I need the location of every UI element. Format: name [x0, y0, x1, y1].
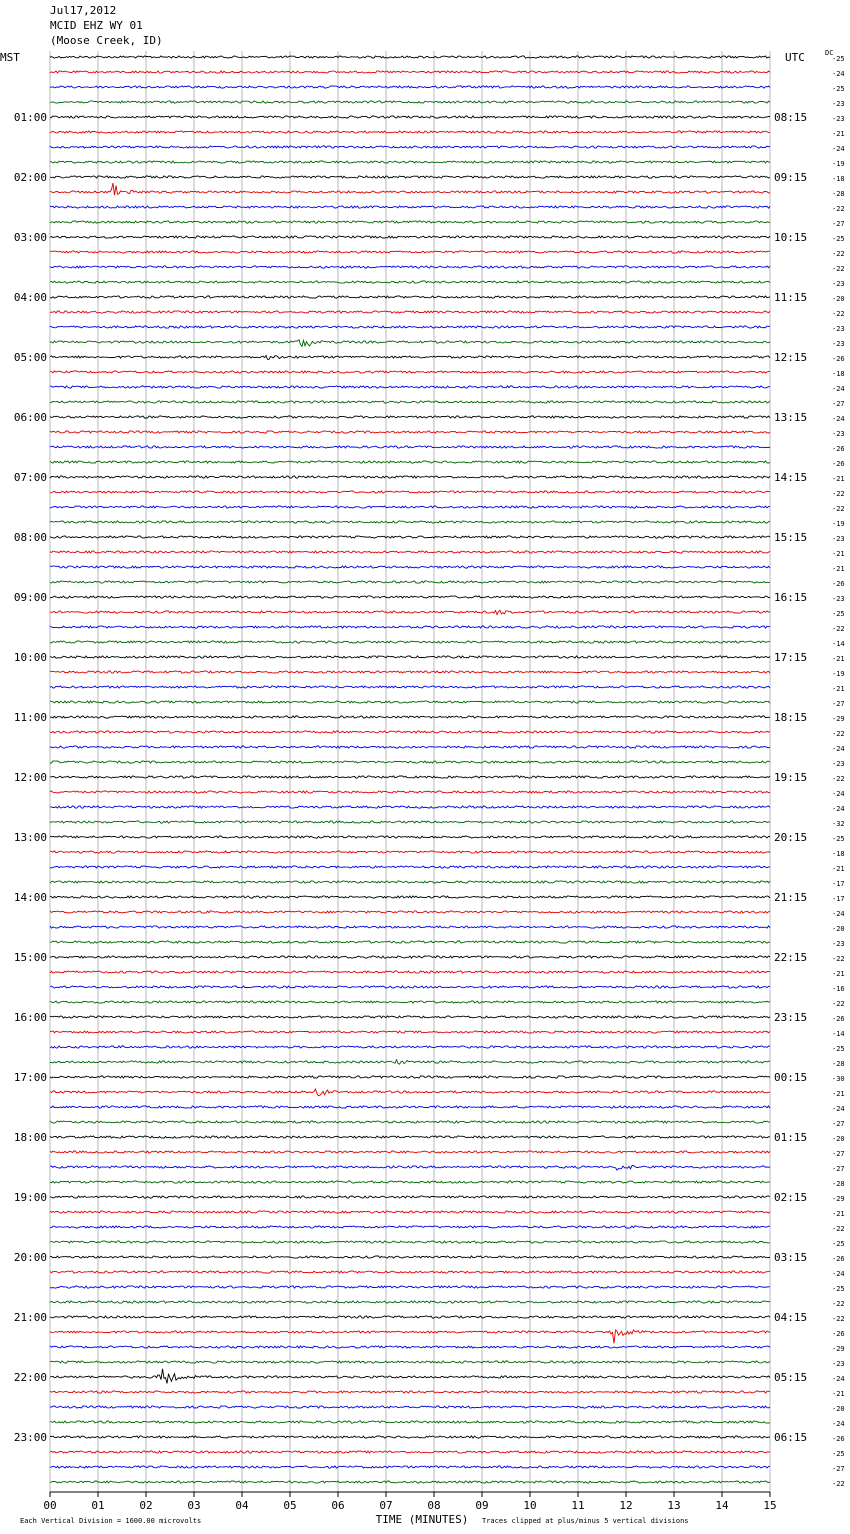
mst-hour-label: 20:00: [13, 1251, 47, 1264]
trace-71: [50, 1121, 770, 1123]
x-tick-label: 00: [43, 1499, 57, 1512]
dc-offset-label: -20: [832, 925, 845, 933]
utc-axis-label: UTC: [785, 51, 805, 64]
utc-hour-label: 04:15: [774, 1311, 808, 1324]
trace-75: [50, 1181, 770, 1183]
utc-hour-label: 17:15: [774, 651, 808, 664]
dc-offset-label: -25: [832, 1450, 845, 1458]
dc-offset-label: -22: [832, 1000, 845, 1008]
trace-26: [50, 446, 770, 448]
trace-25: [50, 431, 770, 433]
trace-86: [50, 1346, 770, 1348]
mst-hour-label: 01:00: [13, 111, 47, 124]
trace-27: [50, 461, 770, 463]
x-tick-label: 02: [139, 1499, 153, 1512]
dc-offset-label: -22: [832, 1480, 845, 1488]
trace-30: [50, 506, 770, 508]
dc-offset-label: -18: [832, 175, 845, 183]
dc-offset-label: -21: [832, 1090, 845, 1098]
trace-13: [50, 251, 770, 253]
trace-6: [50, 146, 770, 148]
dc-offset-label: -26: [832, 355, 845, 363]
trace-32: [50, 536, 770, 538]
dc-offset-label: -19: [832, 670, 845, 678]
trace-92: [50, 1436, 770, 1438]
dc-offset-label: -25: [832, 1045, 845, 1053]
footer-scale-note: Each Vertical Division = 1600.00 microvolts: [20, 1517, 202, 1525]
trace-4: [50, 116, 770, 118]
dc-offset-label: -27: [832, 1165, 845, 1173]
dc-offset-label: -22: [832, 1225, 845, 1233]
trace-7: [50, 161, 770, 163]
mst-hour-label: 15:00: [13, 951, 47, 964]
dc-offset-label: -22: [832, 205, 845, 213]
trace-87: [50, 1361, 770, 1363]
mst-axis-label: MST: [0, 51, 20, 64]
trace-14: [50, 266, 770, 268]
dc-offset-label: -26: [832, 1015, 845, 1023]
dc-offset-label: -20: [832, 1135, 845, 1143]
trace-70: [50, 1106, 770, 1108]
dc-offset-label: -24: [832, 910, 845, 918]
trace-49: [50, 791, 770, 793]
dc-offset-label: -26: [832, 1330, 845, 1338]
mst-hour-label: 22:00: [13, 1371, 47, 1384]
dc-offset-label: -18: [832, 850, 845, 858]
utc-hour-label: 01:15: [774, 1131, 808, 1144]
dc-offset-label: -26: [832, 1435, 845, 1443]
dc-offset-label: -28: [832, 190, 845, 198]
dc-offset-label: -14: [832, 1030, 845, 1038]
trace-84: [50, 1316, 770, 1318]
trace-9: [50, 183, 770, 195]
trace-8: [50, 176, 770, 178]
trace-40: [50, 656, 770, 658]
trace-10: [50, 206, 770, 208]
dc-offset-label: -24: [832, 145, 845, 153]
mst-hour-label: 04:00: [13, 291, 47, 304]
dc-offset-label: -22: [832, 250, 845, 258]
dc-offset-label: -26: [832, 580, 845, 588]
mst-hour-label: 21:00: [13, 1311, 47, 1324]
trace-57: [50, 911, 770, 913]
x-tick-label: 03: [187, 1499, 201, 1512]
mst-hour-label: 05:00: [13, 351, 47, 364]
utc-hour-label: 14:15: [774, 471, 808, 484]
utc-hour-label: 08:15: [774, 111, 808, 124]
dc-offset-label: -21: [832, 130, 845, 138]
dc-offset-label: -30: [832, 1075, 845, 1083]
utc-hour-label: 11:15: [774, 291, 808, 304]
trace-5: [50, 131, 770, 133]
trace-29: [50, 491, 770, 493]
utc-hour-label: 18:15: [774, 711, 808, 724]
mst-hour-label: 09:00: [13, 591, 47, 604]
header-date: Jul17,2012: [50, 4, 117, 17]
header-location: (Moose Creek, ID): [50, 34, 163, 47]
trace-42: [50, 686, 770, 688]
trace-33: [50, 551, 770, 553]
dc-offset-label: -22: [832, 265, 845, 273]
dc-offset-label: -20: [832, 295, 845, 303]
dc-offset-label: -22: [832, 1300, 845, 1308]
dc-offset-label: -23: [832, 115, 845, 123]
trace-1: [50, 71, 770, 73]
dc-offset-label: -24: [832, 1270, 845, 1278]
dc-offset-label: -26: [832, 1255, 845, 1263]
trace-83: [50, 1301, 770, 1303]
x-tick-label: 06: [331, 1499, 345, 1512]
trace-34: [50, 566, 770, 568]
dc-offset-label: -22: [832, 1315, 845, 1323]
trace-23: [50, 401, 770, 403]
trace-90: [50, 1406, 770, 1408]
dc-offset-label: -28: [832, 1060, 845, 1068]
x-tick-label: 11: [571, 1499, 585, 1512]
mst-hour-label: 13:00: [13, 831, 47, 844]
dc-offset-label: -22: [832, 775, 845, 783]
trace-38: [50, 626, 770, 628]
dc-offset-label: -25: [832, 235, 845, 243]
trace-17: [50, 311, 770, 313]
utc-hour-label: 23:15: [774, 1011, 808, 1024]
mst-hour-label: 08:00: [13, 531, 47, 544]
utc-hour-label: 05:15: [774, 1371, 808, 1384]
trace-58: [50, 926, 770, 928]
dc-offset-label: -32: [832, 820, 845, 828]
mst-hour-label: 16:00: [13, 1011, 47, 1024]
mst-hour-label: 10:00: [13, 651, 47, 664]
dc-offset-label: -14: [832, 640, 845, 648]
x-tick-label: 07: [379, 1499, 393, 1512]
dc-offset-label: -21: [832, 865, 845, 873]
trace-63: [50, 1001, 770, 1003]
dc-offset-label: -24: [832, 745, 845, 753]
dc-offset-label: -25: [832, 1240, 845, 1248]
trace-11: [50, 221, 770, 223]
utc-hour-label: 12:15: [774, 351, 808, 364]
dc-offset-label: -22: [832, 310, 845, 318]
dc-offset-label: -24: [832, 1420, 845, 1428]
dc-offset-label: -23: [832, 595, 845, 603]
dc-offset-label: -23: [832, 325, 845, 333]
trace-56: [50, 896, 770, 898]
trace-54: [50, 866, 770, 868]
trace-43: [50, 701, 770, 703]
dc-offset-label: -25: [832, 55, 845, 63]
utc-hour-label: 20:15: [774, 831, 808, 844]
utc-hour-label: 03:15: [774, 1251, 808, 1264]
mst-hour-label: 11:00: [13, 711, 47, 724]
dc-offset-label: -23: [832, 1360, 845, 1368]
dc-offset-label: -24: [832, 790, 845, 798]
trace-20: [50, 356, 770, 360]
dc-offset-label: -21: [832, 655, 845, 663]
utc-hour-label: 00:15: [774, 1071, 808, 1084]
utc-hour-label: 09:15: [774, 171, 808, 184]
dc-offset-label: -27: [832, 1120, 845, 1128]
utc-hour-label: 21:15: [774, 891, 808, 904]
mst-hour-label: 19:00: [13, 1191, 47, 1204]
trace-31: [50, 521, 770, 523]
trace-55: [50, 881, 770, 883]
dc-offset-label: -23: [832, 535, 845, 543]
dc-offset-label: -22: [832, 505, 845, 513]
trace-80: [50, 1256, 770, 1258]
trace-78: [50, 1226, 770, 1228]
dc-offset-label: -28: [832, 1180, 845, 1188]
trace-73: [50, 1151, 770, 1153]
utc-hour-label: 19:15: [774, 771, 808, 784]
dc-offset-label: -29: [832, 1195, 845, 1203]
dc-offset-label: -25: [832, 85, 845, 93]
dc-offset-label: -25: [832, 1285, 845, 1293]
x-axis-title: TIME (MINUTES): [375, 1513, 469, 1526]
dc-offset-label: -21: [832, 1390, 845, 1398]
dc-offset-label: -26: [832, 445, 845, 453]
dc-offset-label: -17: [832, 895, 845, 903]
dc-offset-label: -24: [832, 385, 845, 393]
dc-offset-label: -21: [832, 475, 845, 483]
trace-65: [50, 1031, 770, 1033]
trace-36: [50, 596, 770, 598]
trace-59: [50, 941, 770, 943]
dc-offset-label: -17: [832, 880, 845, 888]
seismic-traces: [50, 56, 770, 1483]
dc-offset-label: -24: [832, 1105, 845, 1113]
dc-offset-label: -25: [832, 610, 845, 618]
mst-hour-label: 02:00: [13, 171, 47, 184]
trace-89: [50, 1391, 770, 1393]
mst-hour-label: 07:00: [13, 471, 47, 484]
dc-offset-label: -22: [832, 955, 845, 963]
trace-0: [50, 56, 770, 58]
x-tick-label: 14: [715, 1499, 729, 1512]
trace-24: [50, 416, 770, 418]
dc-offset-label: -24: [832, 805, 845, 813]
utc-hour-label: 10:15: [774, 231, 808, 244]
dc-offset-label: -27: [832, 1465, 845, 1473]
dc-offset-label: -18: [832, 370, 845, 378]
trace-28: [50, 476, 770, 478]
trace-2: [50, 86, 770, 88]
trace-45: [50, 731, 770, 733]
x-tick-label: 13: [667, 1499, 681, 1512]
mst-hour-label: 03:00: [13, 231, 47, 244]
dc-offset-label: -21: [832, 685, 845, 693]
trace-46: [50, 746, 770, 748]
trace-53: [50, 851, 770, 853]
dc-offset-label: -20: [832, 1405, 845, 1413]
dc-offset-label: -26: [832, 460, 845, 468]
dc-offset-label: -22: [832, 490, 845, 498]
trace-50: [50, 806, 770, 808]
dc-offset-label: -27: [832, 400, 845, 408]
trace-52: [50, 836, 770, 838]
dc-offset-label: -16: [832, 985, 845, 993]
x-tick-label: 12: [619, 1499, 633, 1512]
x-tick-label: 08: [427, 1499, 441, 1512]
trace-64: [50, 1016, 770, 1018]
trace-12: [50, 236, 770, 238]
x-tick-label: 15: [763, 1499, 777, 1512]
trace-85: [50, 1330, 770, 1344]
dc-offset-label: -23: [832, 100, 845, 108]
trace-60: [50, 956, 770, 958]
mst-hour-label: 17:00: [13, 1071, 47, 1084]
trace-67: [50, 1060, 770, 1065]
dc-offset-label: -22: [832, 730, 845, 738]
x-tick-label: 01: [91, 1499, 105, 1512]
utc-hour-label: 15:15: [774, 531, 808, 544]
trace-47: [50, 761, 770, 763]
trace-61: [50, 971, 770, 973]
dc-offset-label: -29: [832, 715, 845, 723]
trace-69: [50, 1089, 770, 1096]
trace-3: [50, 101, 770, 103]
dc-header-label: DC: [825, 49, 834, 57]
axis-labels: [0, 49, 845, 1526]
dc-offset-label: -25: [832, 835, 845, 843]
utc-hour-label: 06:15: [774, 1431, 808, 1444]
trace-68: [50, 1076, 770, 1078]
trace-76: [50, 1196, 770, 1198]
trace-39: [50, 641, 770, 643]
dc-offset-label: -19: [832, 160, 845, 168]
trace-37: [50, 610, 770, 614]
dc-offset-label: -24: [832, 1375, 845, 1383]
dc-offset-label: -21: [832, 1210, 845, 1218]
mst-hour-label: 18:00: [13, 1131, 47, 1144]
x-tick-label: 10: [523, 1499, 537, 1512]
dc-offset-label: -23: [832, 280, 845, 288]
trace-18: [50, 326, 770, 328]
mst-hour-label: 12:00: [13, 771, 47, 784]
trace-44: [50, 716, 770, 718]
trace-94: [50, 1466, 770, 1468]
trace-41: [50, 671, 770, 673]
x-tick-label: 04: [235, 1499, 249, 1512]
trace-48: [50, 776, 770, 778]
dc-offset-label: -24: [832, 415, 845, 423]
footer-clip-note: Traces clipped at plus/minus 5 vertical divisions: [482, 1517, 689, 1525]
trace-93: [50, 1451, 770, 1453]
utc-hour-label: 02:15: [774, 1191, 808, 1204]
x-tick-label: 09: [475, 1499, 489, 1512]
header-station: MCID EHZ WY 01: [50, 19, 143, 32]
dc-offset-label: -21: [832, 565, 845, 573]
dc-offset-label: -23: [832, 430, 845, 438]
dc-offset-label: -27: [832, 1150, 845, 1158]
dc-offset-label: -27: [832, 700, 845, 708]
trace-66: [50, 1046, 770, 1048]
trace-15: [50, 281, 770, 283]
dc-offset-label: -21: [832, 970, 845, 978]
trace-72: [50, 1136, 770, 1138]
dc-offset-label: -22: [832, 625, 845, 633]
dc-offset-label: -24: [832, 70, 845, 78]
trace-88: [50, 1369, 770, 1384]
mst-hour-label: 23:00: [13, 1431, 47, 1444]
dc-offset-label: -23: [832, 940, 845, 948]
trace-35: [50, 581, 770, 583]
trace-77: [50, 1211, 770, 1213]
trace-74: [50, 1166, 770, 1171]
mst-hour-label: 14:00: [13, 891, 47, 904]
dc-offset-label: -29: [832, 1345, 845, 1353]
trace-82: [50, 1286, 770, 1288]
dc-offset-label: -21: [832, 550, 845, 558]
trace-81: [50, 1271, 770, 1273]
dc-offset-label: -23: [832, 760, 845, 768]
utc-hour-label: 13:15: [774, 411, 808, 424]
trace-95: [50, 1481, 770, 1483]
utc-hour-label: 22:15: [774, 951, 808, 964]
dc-offset-label: -27: [832, 220, 845, 228]
trace-79: [50, 1241, 770, 1243]
trace-22: [50, 386, 770, 388]
trace-91: [50, 1421, 770, 1423]
trace-16: [50, 296, 770, 298]
mst-hour-label: 06:00: [13, 411, 47, 424]
dc-offset-label: -19: [832, 520, 845, 528]
trace-62: [50, 986, 770, 988]
trace-19: [50, 340, 770, 347]
trace-51: [50, 821, 770, 823]
x-tick-label: 05: [283, 1499, 297, 1512]
dc-offset-label: -23: [832, 340, 845, 348]
utc-hour-label: 16:15: [774, 591, 808, 604]
trace-21: [50, 371, 770, 373]
